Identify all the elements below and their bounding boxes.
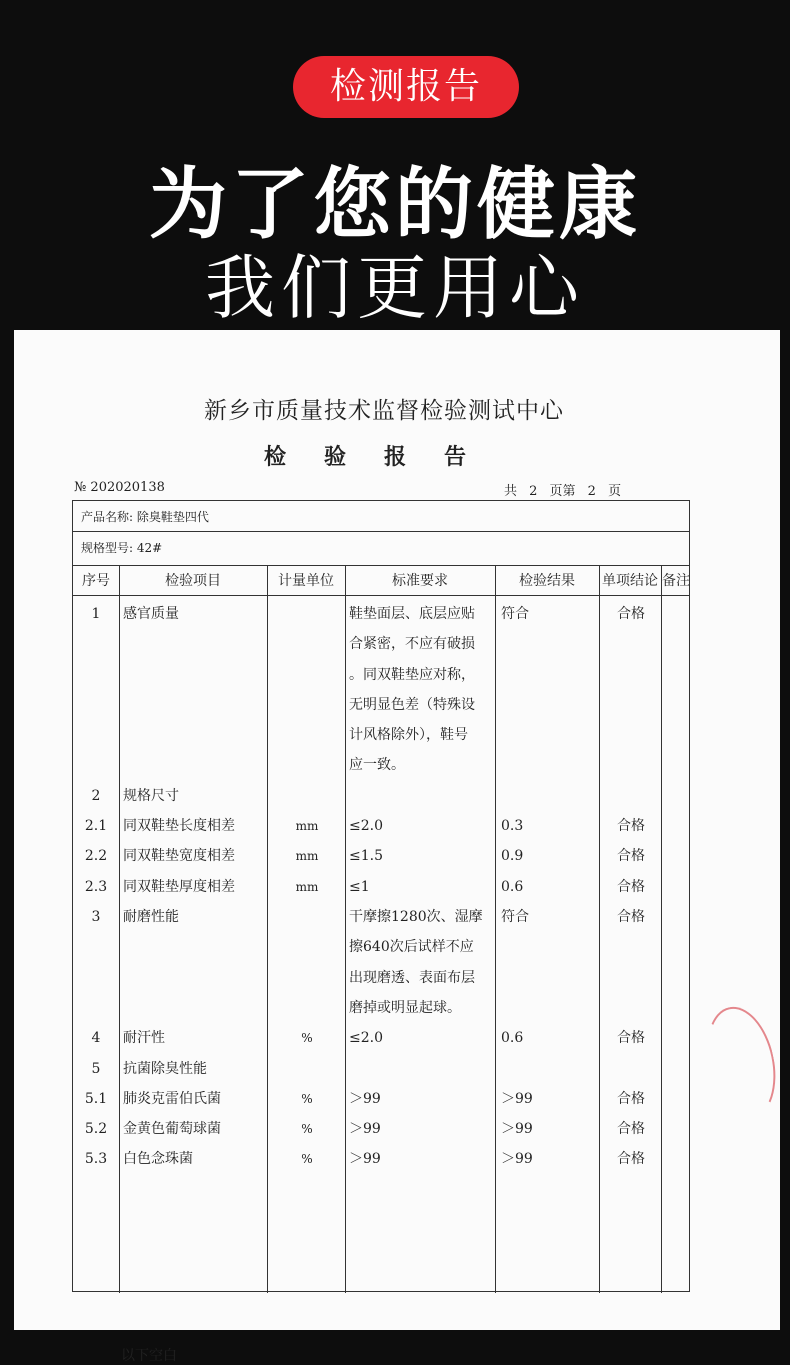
requirement-line: ＞99 (349, 1121, 381, 1138)
header-cell: 序号 (82, 573, 110, 589)
row-conclusion: 合格 (617, 909, 645, 925)
header-cell: 检验项目 (165, 573, 221, 589)
row-result: ＞99 (501, 1090, 533, 1107)
organization-name: 新乡市质量技术监督检验测试中心 (204, 398, 564, 424)
report-title: 检验报告 (263, 444, 504, 470)
row-result: ＞99 (501, 1151, 533, 1168)
header-cell: 备注 (662, 573, 690, 589)
row-conclusion: 合格 (617, 1090, 645, 1107)
divider (73, 531, 689, 532)
table-row (73, 872, 689, 902)
row-number: 3 (91, 909, 101, 925)
row-result: ＞99 (501, 1121, 533, 1138)
row-result: 符合 (501, 909, 529, 925)
header-cell: 计量单位 (278, 573, 334, 589)
row-result: 0.3 (501, 818, 524, 835)
row-item: 抗菌除臭性能 (123, 1060, 207, 1077)
row-item: 同双鞋垫长度相差 (123, 818, 235, 835)
row-requirement (349, 599, 475, 781)
requirement-line: 计风格除外），鞋号 (349, 727, 468, 744)
row-number: 2.3 (84, 878, 108, 895)
row-item: 感官质量 (123, 606, 179, 622)
row-result: 0.9 (501, 848, 524, 865)
row-requirement (349, 1084, 381, 1114)
table-row (73, 781, 689, 811)
row-unit: mm (295, 879, 319, 894)
requirement-line: 出现磨透、表面布层 (349, 969, 475, 986)
requirement-line: 合紧密，不应有破损 (349, 636, 475, 653)
requirement-line: ＞99 (349, 1090, 381, 1107)
requirement-line: 无明显色差（特殊设 (349, 696, 475, 713)
test-report-document (14, 330, 780, 1364)
report-number: № 202020138 (74, 480, 165, 495)
row-conclusion: 合格 (617, 1121, 645, 1138)
row-item: 耐磨性能 (123, 909, 179, 925)
divider (73, 595, 689, 596)
row-item: 耐汗性 (123, 1030, 165, 1047)
report-badge: 检测报告 (293, 56, 519, 118)
row-unit: % (301, 1091, 313, 1106)
inspection-table (72, 500, 690, 1364)
requirement-line: ≤1 (349, 878, 370, 895)
row-requirement (349, 1144, 381, 1174)
row-item: 金黄色葡萄球菌 (123, 1121, 221, 1138)
product-name-field: 产品名称: 除臭鞋垫四代 (81, 510, 209, 524)
table-row (73, 1144, 689, 1174)
row-number: 2.1 (84, 818, 108, 835)
row-unit: % (301, 1122, 313, 1137)
headline-secondary: 我们更用心 (205, 247, 585, 329)
row-number: 5.2 (84, 1121, 108, 1138)
table-row (73, 841, 689, 871)
requirement-line: 磨掉或明显起球。 (349, 999, 461, 1016)
requirement-line: ＞99 (349, 1151, 381, 1168)
page-count: 共 2 页第 2 页 (504, 484, 622, 499)
row-conclusion: 合格 (617, 848, 645, 865)
row-requirement (349, 902, 483, 1023)
row-number: 4 (91, 1030, 101, 1047)
table-row (73, 599, 689, 781)
requirement-line: 鞋垫面层、底层应贴 (349, 606, 475, 622)
row-item: 同双鞋垫宽度相差 (123, 848, 235, 865)
row-item: 白色念珠菌 (123, 1151, 193, 1168)
headline-primary: 为了您的健康 (148, 159, 641, 250)
row-requirement (349, 811, 383, 841)
row-item: 规格尺寸 (123, 787, 179, 804)
requirement-line: 。同双鞋垫应对称， (349, 666, 475, 683)
row-conclusion: 合格 (617, 818, 645, 835)
requirement-line: 擦640次后试样不应 (349, 939, 474, 956)
divider (73, 565, 689, 566)
row-conclusion: 合格 (617, 1151, 645, 1168)
row-item: 同双鞋垫厚度相差 (123, 878, 235, 895)
row-conclusion: 合格 (617, 878, 645, 895)
row-result: 0.6 (501, 1030, 524, 1047)
requirement-line: ≤2.0 (349, 1030, 383, 1047)
header-cell: 单项结论 (602, 573, 658, 589)
requirement-line: 应一致。 (349, 757, 405, 774)
model-field: 规格型号: 42# (81, 541, 163, 555)
official-seal (697, 1000, 785, 1125)
table-row (73, 902, 689, 1023)
row-unit: % (301, 1152, 313, 1167)
table-row (73, 1054, 689, 1084)
requirement-line: ≤2.0 (349, 818, 383, 835)
row-unit: mm (295, 819, 319, 834)
blank-note: 以下空白 (121, 1348, 177, 1364)
table-row (73, 1084, 689, 1114)
row-requirement (349, 1023, 383, 1053)
header-cell: 标准要求 (392, 573, 448, 589)
row-requirement (349, 872, 370, 902)
row-result: 0.6 (501, 878, 524, 895)
header-cell: 检验结果 (519, 573, 575, 589)
row-item: 肺炎克雷伯氏菌 (123, 1090, 221, 1107)
row-requirement (349, 1114, 381, 1144)
row-conclusion: 合格 (617, 606, 645, 622)
table-row (73, 1114, 689, 1144)
row-number: 2.2 (84, 848, 108, 865)
row-result: 符合 (501, 606, 529, 622)
row-number: 5.1 (84, 1090, 108, 1107)
table-row (73, 1023, 689, 1053)
row-unit: mm (295, 849, 319, 864)
row-number: 5.3 (84, 1151, 108, 1168)
row-requirement (349, 841, 383, 871)
row-number: 1 (91, 606, 101, 622)
row-conclusion: 合格 (617, 1030, 645, 1047)
table-row (73, 811, 689, 841)
requirement-line: 干摩擦1280次、湿摩 (349, 909, 483, 925)
requirement-line: ≤1.5 (349, 848, 383, 865)
row-unit: % (301, 1031, 313, 1046)
row-number: 2 (91, 787, 101, 804)
row-number: 5 (91, 1060, 101, 1077)
